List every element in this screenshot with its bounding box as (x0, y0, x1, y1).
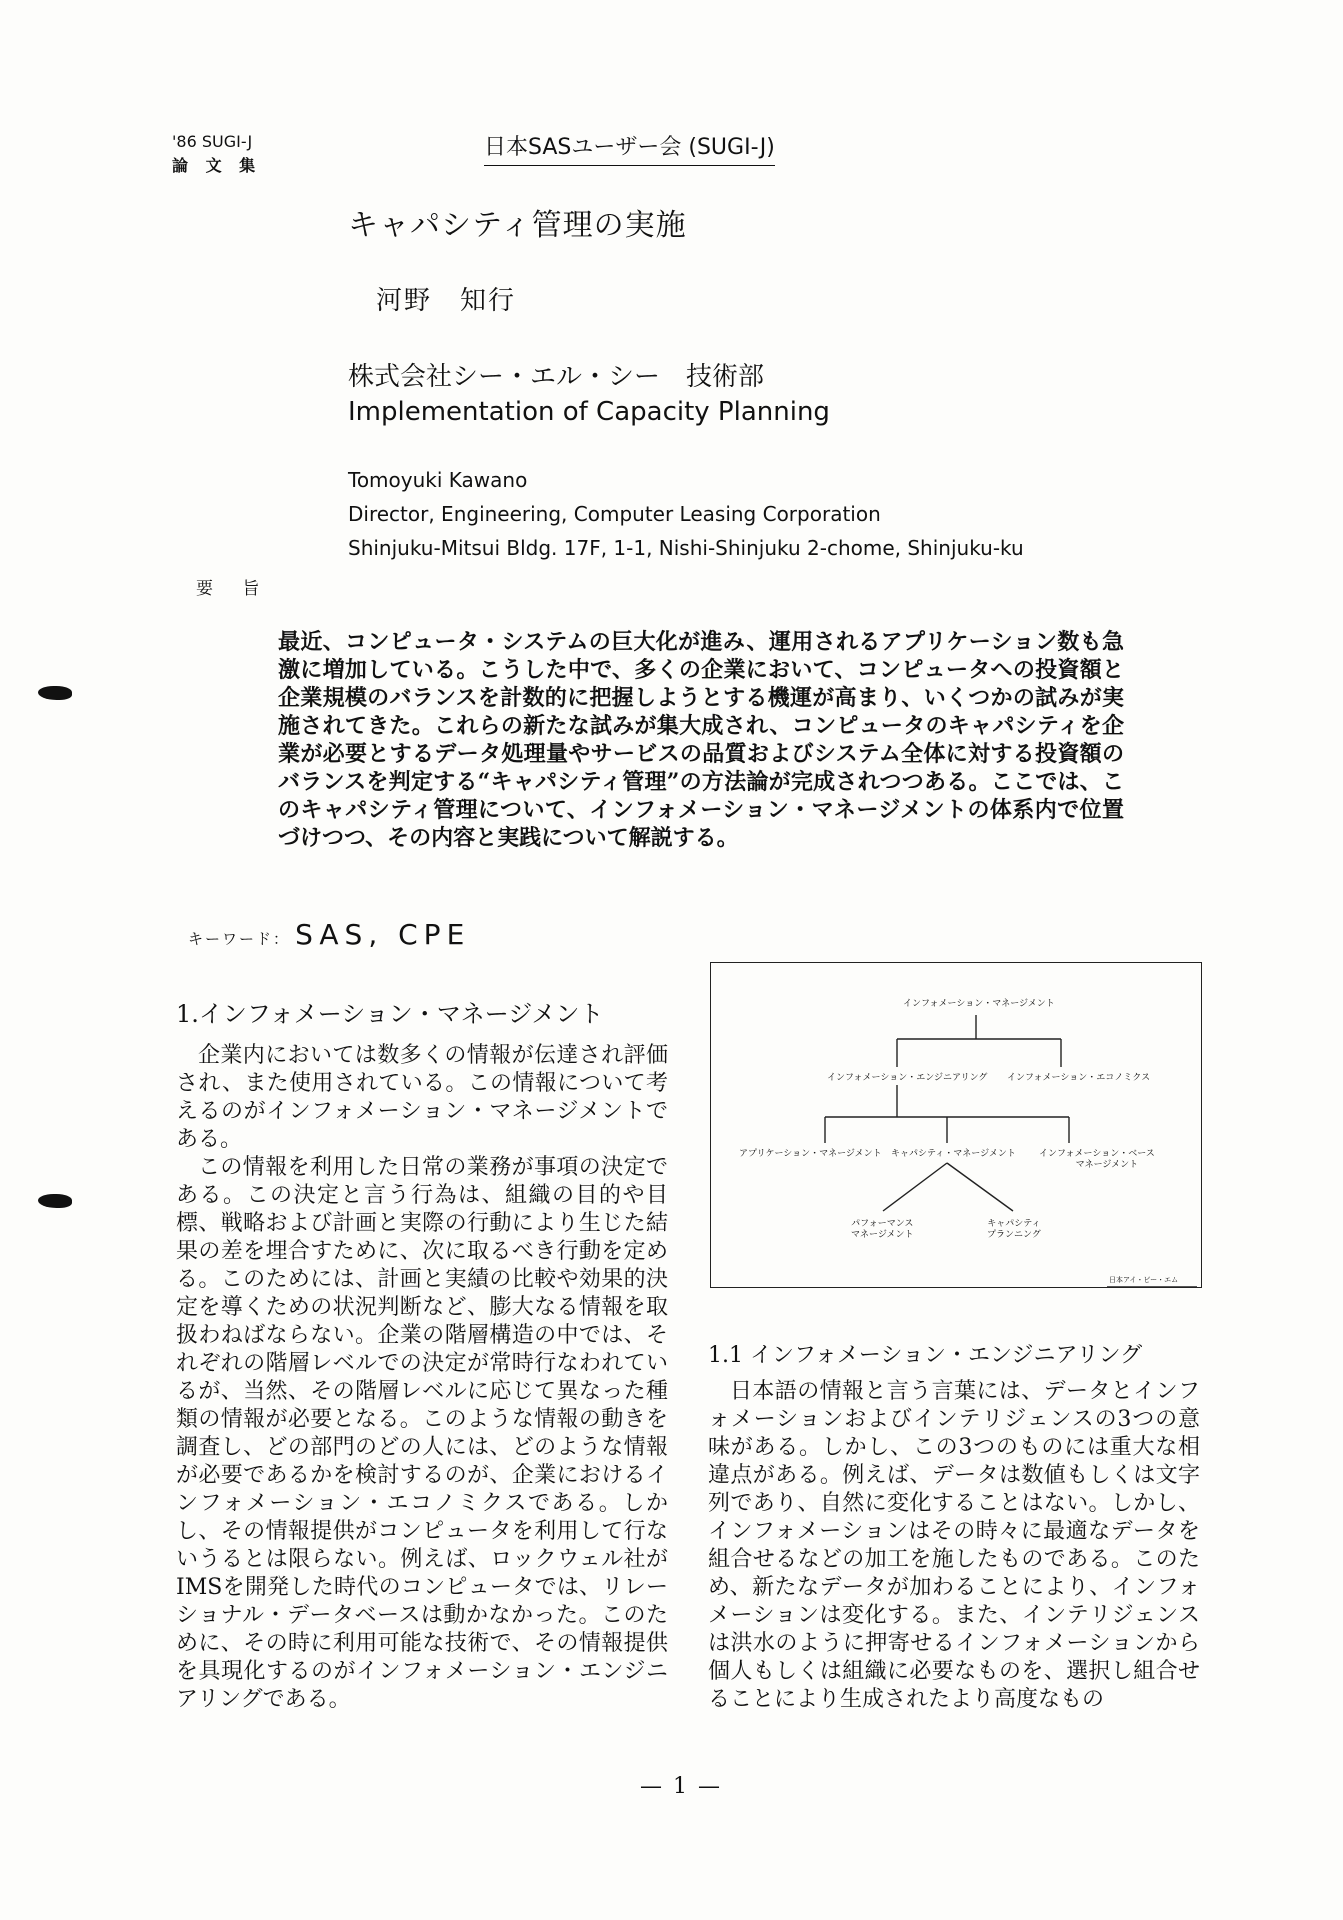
scan-blot-bottom (38, 1194, 72, 1208)
section1-heading: 1.インフォメーション・マネージメント (176, 1000, 604, 1028)
collection-label: 論 文 集 (172, 156, 262, 175)
conference-name: 日本SASユーザー会 (SUGI-J) (484, 130, 775, 166)
author-jp: 河野 知行 (376, 286, 517, 316)
year-label: '86 SUGI-J (172, 132, 253, 151)
diagram-node-infobase (1039, 1149, 1155, 1171)
diagram-node-performance-line1: パフォーマンス (851, 1219, 914, 1229)
diagram-credit: 日本アイ・ビー・エム (1109, 1276, 1179, 1284)
section11-body (708, 1378, 1200, 1714)
info-management-diagram (710, 962, 1202, 1288)
header-meta (172, 130, 261, 178)
diagram-node-economics: インフォメーション・エコノミクス (1007, 1073, 1151, 1083)
title-en: Implementation of Capacity Planning (348, 397, 830, 427)
diagram-node-infobase-line1: インフォメーション・ベース (1039, 1149, 1155, 1159)
diagram-node-capacity: キャパシティ・マネージメント (891, 1149, 1016, 1159)
diagram-node-infobase-line2: マネージメント (1075, 1160, 1139, 1170)
diagram-root: インフォメーション・マネージメント (903, 999, 1055, 1009)
author-en: Tomoyuki Kawano (348, 468, 528, 492)
diagram-node-planning-line2: プランニング (987, 1230, 1041, 1240)
scan-blot-top (38, 686, 72, 700)
paper-title: キャパシティ管理の実施 (348, 208, 687, 243)
diagram-node-planning (987, 1219, 1041, 1241)
diagram-node-performance (851, 1219, 914, 1241)
diagram-node-performance-line2: マネージメント (851, 1230, 914, 1240)
keywords-label: キーワード： (188, 930, 291, 948)
abstract-label: 要 旨 (196, 579, 272, 599)
diagram-node-engineering: インフォメーション・エンジニアリング (827, 1073, 988, 1083)
keywords-value: SAS, CPE (295, 918, 471, 951)
keywords (188, 918, 470, 951)
page-number: — 1 — (640, 1774, 722, 1799)
abstract-text: 最近、コンピュータ・システムの巨大化が進み、運用されるアプリケーション数も急激に増加している。こうした中で、多くの企業において、コンピュータへの投資額と企業規模のバランスを計数的に把握しようとする機運が高まり、いくつかの試みが実施されてきた。これらの新たな試みが集大成され、コンピュータのキャパシティを企業が必要とするデータ処理量やサービスの品質およびシステム全体に対する投資額のバランスを判定する“キャパシティ管理”の方法論が完成されつつある。ここでは、このキャパシティ管理について、インフォメーション・マネージメントの体系内で位置づけつつ、その内容と実践について解説する。 (278, 629, 1124, 851)
section1-para1: 企業内においては数多くの情報が伝達され評価され、また使用されている。この情報について考えるのがインフォメーション・マネージメントである。 (176, 1043, 668, 1152)
section11-para1: 日本語の情報と言う言葉には、データとインフォメーションおよびインテリジェンスの3つの意味がある。しかし、この3つのものには重大な相違点がある。例えば、データは数値もしくは文字列であり、自然に変化することはない。しかし、インフォメーションはその時々に最適なデータを組合せるなどの加工を施したものである。このため、新たなデータが加わることにより、インフォメーションは変化する。また、インテリジェンスは洪水のように押寄せるインフォメーションから個人もしくは組織に必要なものを、選択し組合せることにより生成されたより高度なもの (708, 1379, 1200, 1712)
section1-para2: この情報を利用した日常の業務が事項の決定である。この決定と言う行為は、組織の目的や目標、戦略および計画と実際の行動により生じた結果の差を埋合すために、次に取るべき行動を定める。このためには、計画と実績の比較や効果的決定を導くための状況判断など、膨大なる情報を取扱わねばならない。企業の階層構造の中では、それぞれの階層レベルでの決定が常時行なわれているが、当然、その階層レベルに応じて異なった種類の情報が必要となる。このような情報の動きを調査し、どの部門のどの人には、どのような情報が必要であるかを検討するのが、企業におけるインフォメーション・エコノミクスである。しかし、その情報提供がコンピュータを利用して行ないうるとは限らない。例えば、ロックウェル社がIMSを開発した時代のコンピュータでは、リレーショナル・データベースは動かなかった。このために、その時に利用可能な技術で、その情報提供を具現化するのがインフォメーション・エンジニアリングである。 (176, 1155, 668, 1712)
address-en: Shinjuku-Mitsui Bldg. 17F, 1-1, Nishi-Shinjuku 2-chome, Shinjuku-ku (348, 536, 1024, 560)
diagram-connectors (711, 963, 1201, 1287)
company-jp: 株式会社シー・エル・シー 技術部 (348, 362, 765, 392)
section11-heading: 1.1 インフォメーション・エンジニアリング (708, 1343, 1143, 1368)
section1-body (176, 1042, 668, 1714)
diagram-node-planning-line1: キャパシティ (987, 1219, 1041, 1229)
diagram-node-application: アプリケーション・マネージメント (739, 1149, 882, 1159)
dept-en: Director, Engineering, Computer Leasing Corporation (348, 502, 881, 526)
